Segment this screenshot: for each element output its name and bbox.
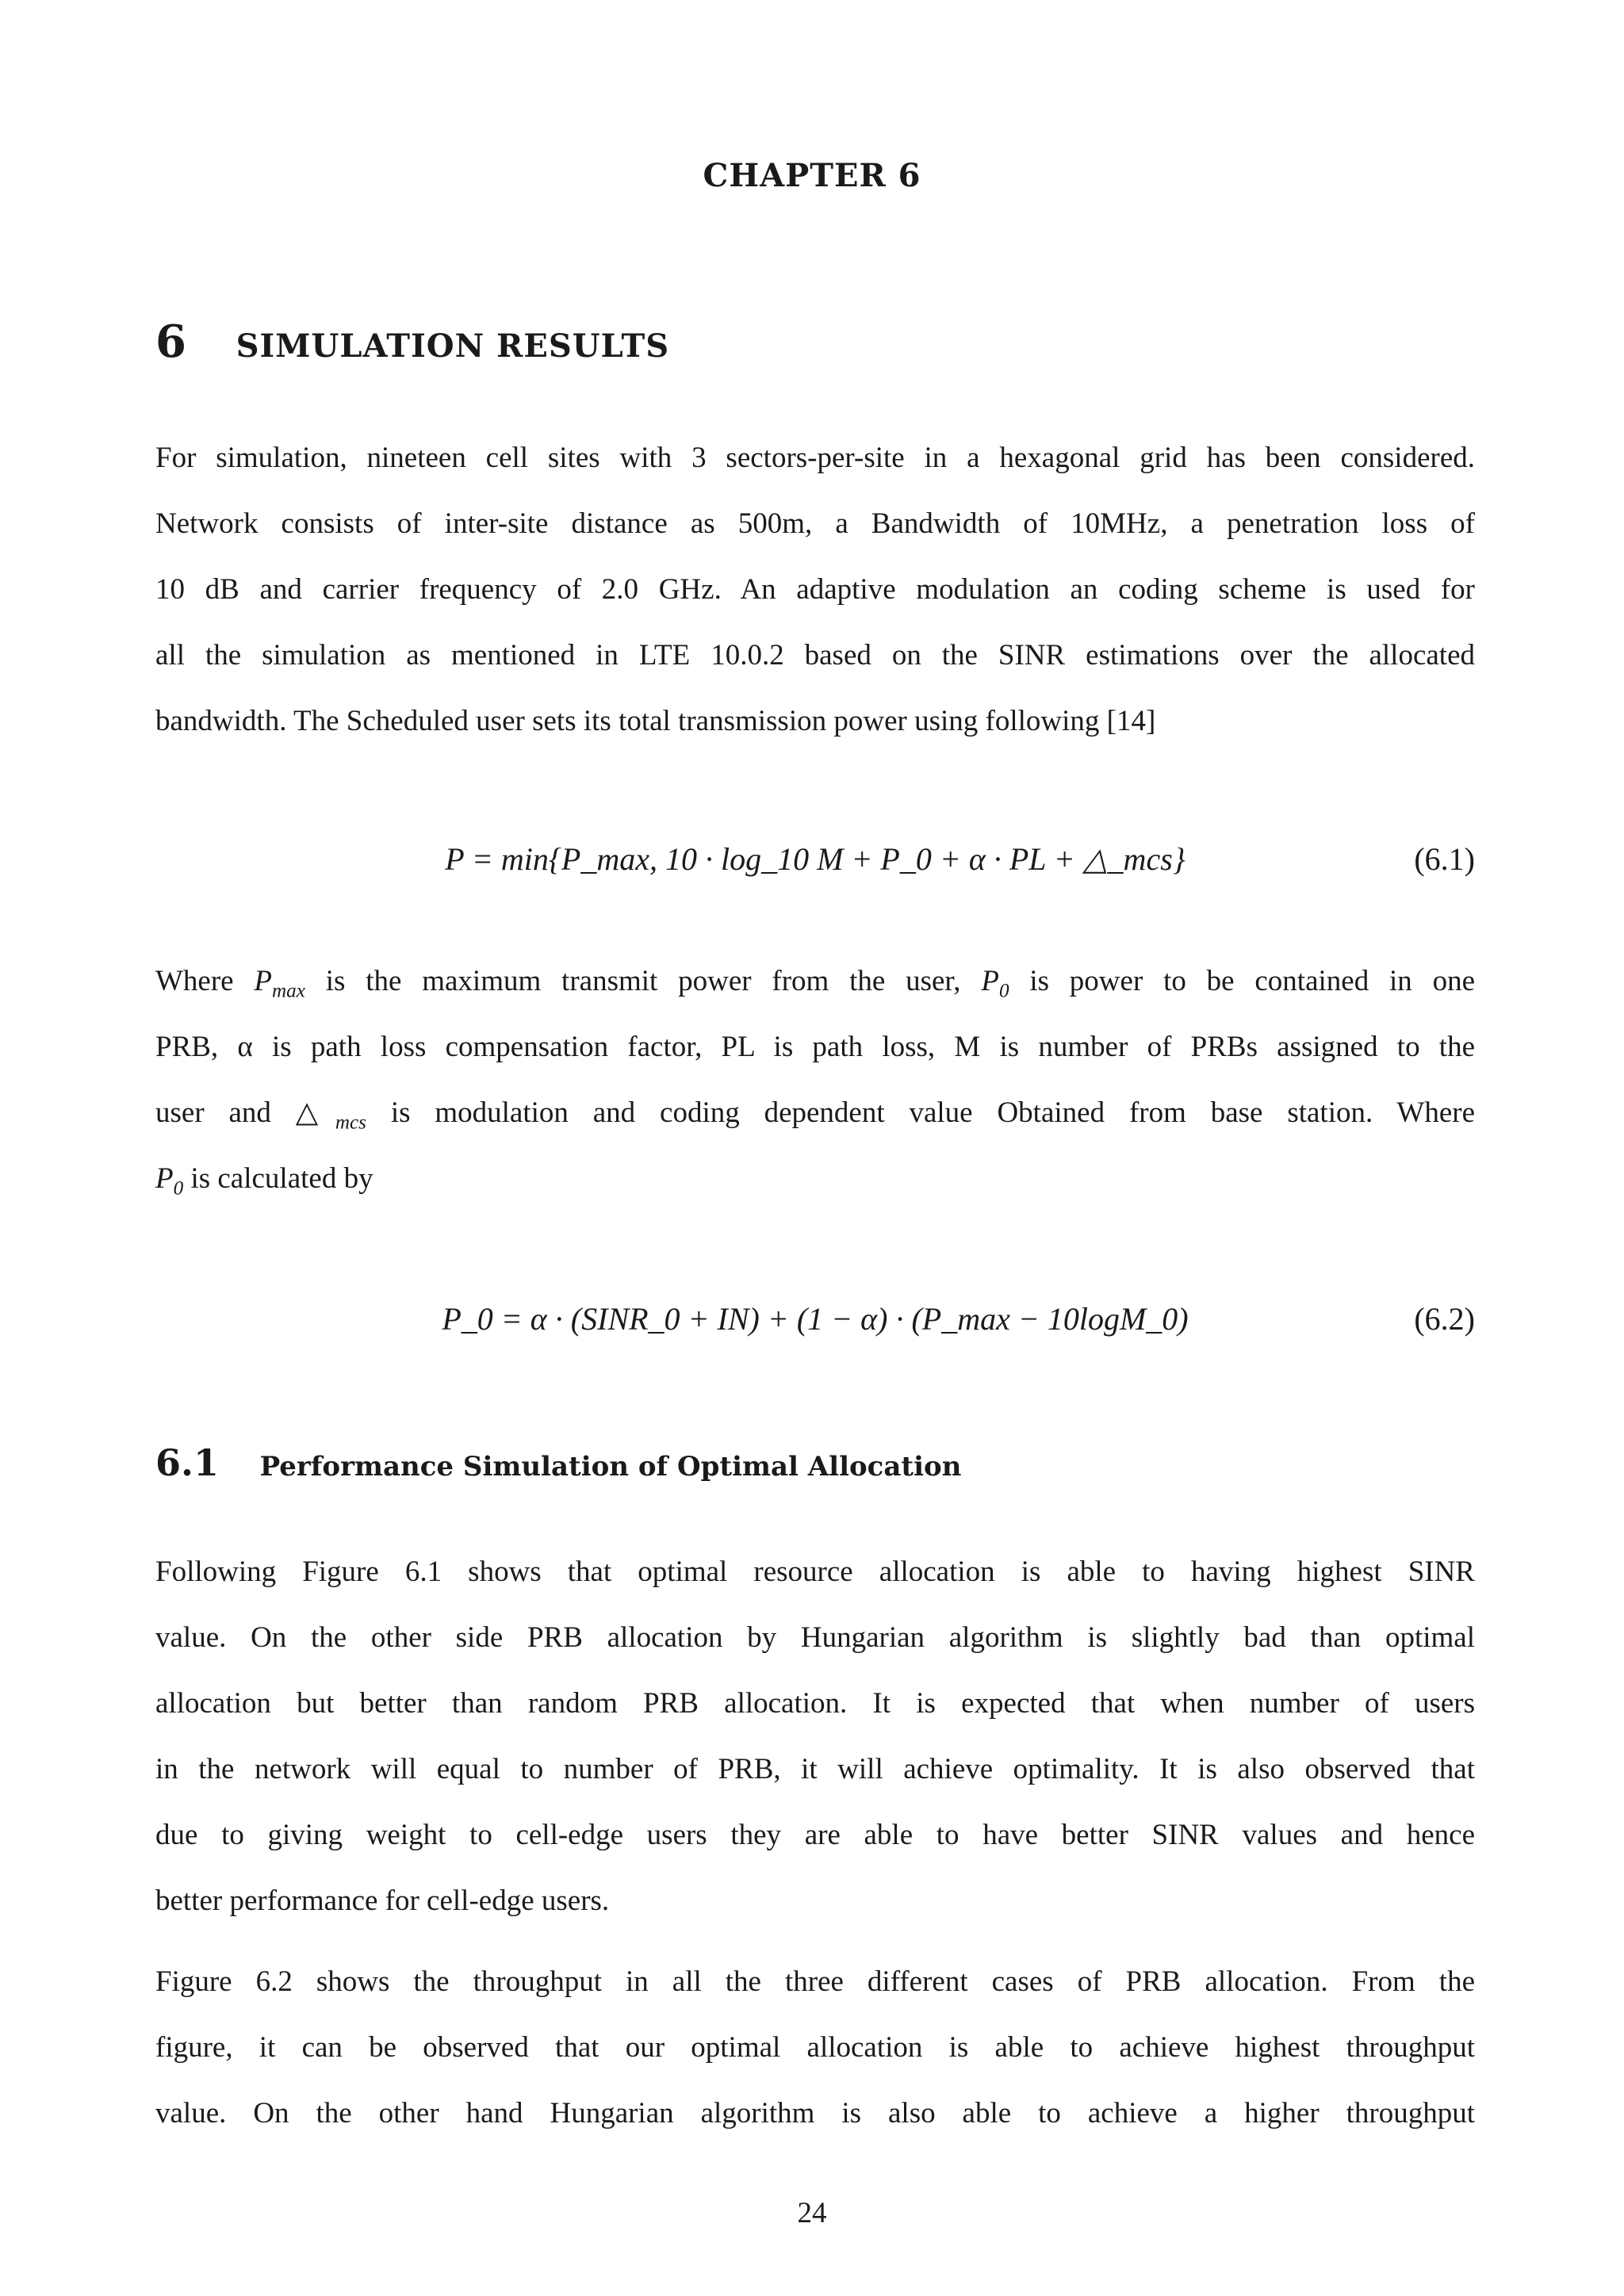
text-line: all the simulation as mentioned in LTE 10.0.2 based on the SINR estimations over the allocated [155,639,1475,672]
equation-number: (6.1) [1414,841,1475,877]
paragraph-sinr-results [155,1539,1475,1934]
equation-body [155,840,1475,878]
equation-body [155,1300,1475,1337]
text-line: figure, it can be observed that our optimal allocation is able to achieve highest throughput [155,2031,1475,2064]
text-line: PRB, α is path loss compensation factor, PL is path loss, M is number of PRBs assigned to the [155,1031,1475,1063]
paragraph-throughput [155,1949,1475,2146]
text-line: bandwidth. The Scheduled user sets its total transmission power using following [14] [155,705,1156,737]
subsection-heading [155,1441,961,1484]
paragraph-definitions [155,948,1475,1211]
equation-6-2 [155,1300,1475,1364]
chapter-label: CHAPTER 6 [703,157,921,194]
section-heading [155,316,669,368]
text-line: Where $P_{max}$ is the maximum transmit power from the user, $P_0$ is power to be contained in one [155,965,1475,1002]
text-line: $P_0$ is calculated by [155,1162,373,1200]
text-line: Following Figure 6.1 shows that optimal resource allocation is able to having highest SINR [155,1556,1475,1588]
equation-6-1 [155,840,1475,904]
page-number: 24 [797,2197,827,2229]
text-line: better performance for cell-edge users. [155,1885,610,1917]
text-line: in the network will equal to number of PRB, it will achieve optimality. It is also observed that [155,1753,1475,1785]
text-line: 10 dB and carrier frequency of 2.0 GHz. An adaptive modulation an coding scheme is used for [155,573,1475,606]
text-line: Figure 6.2 shows the throughput in all the three different cases of PRB allocation. From the [155,1965,1475,1998]
equation-number: (6.2) [1414,1301,1475,1337]
section-title: SIMULATION RESULTS [236,327,670,365]
text-line: value. On the other side PRB allocation by Hungarian algorithm is slightly bad than optimal [155,1621,1475,1654]
subsection-number: 6.1 [155,1441,220,1484]
equation-text: P = min{P_max, 10 · log_10 M + P_0 + α · PL + △_mcs} [445,841,1185,877]
text-line: value. On the other hand Hungarian algorithm is also able to achieve a higher throughput [155,2097,1475,2130]
text-line: due to giving weight to cell-edge users they are able to have better SINR values and hence [155,1819,1475,1851]
text-line: Network consists of inter-site distance as 500m, a Bandwidth of 10MHz, a penetration loss of [155,507,1475,540]
equation-text: P_0 = α · (SINR_0 + IN) + (1 − α) · (P_max − 10logM_0) [442,1301,1189,1337]
paragraph-intro [155,425,1475,754]
text-line: user and $\triangle_{mcs}$ is modulation and coding dependent value Obtained from base station. Where [155,1096,1475,1134]
subsection-title: Performance Simulation of Optimal Allocation [259,1451,962,1483]
text-line: For simulation, nineteen cell sites with 3 sectors-per-site in a hexagonal grid has been considered. [155,442,1475,474]
text-line: allocation but better than random PRB allocation. It is expected that when number of users [155,1687,1475,1720]
section-number: 6 [155,316,186,368]
